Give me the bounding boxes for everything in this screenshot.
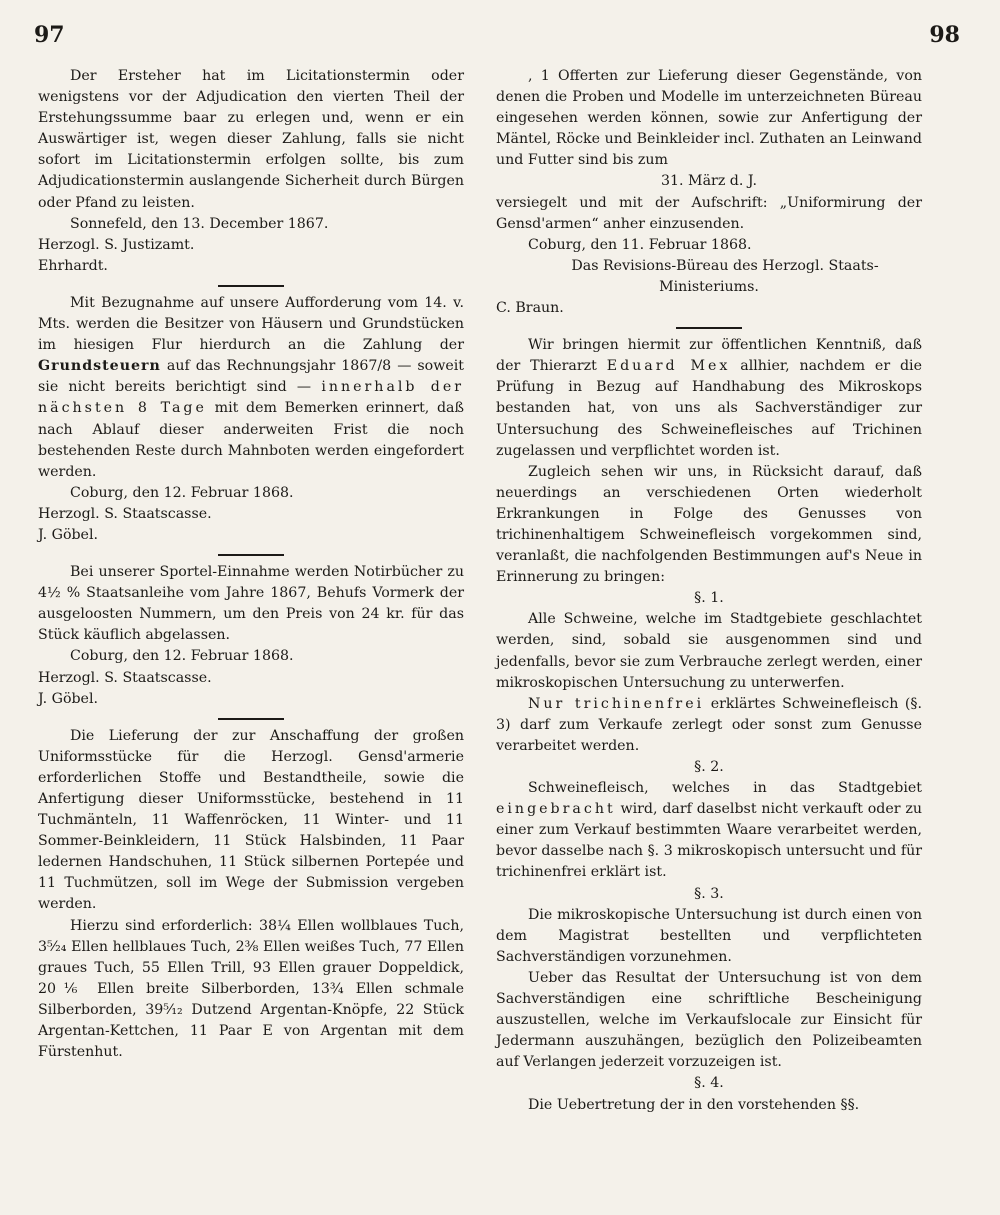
- place-date: Coburg, den 12. Februar 1868.: [70, 484, 294, 501]
- separator-rule: [676, 327, 742, 329]
- veterinarian-name: Eduard Mex: [606, 358, 731, 375]
- notice-text: Bei unserer Sportel-Einnahme werden Notirbücher zu 4½ % Staatsanleihe vom Jahre 1867, Behufs Vormerk der ausgeloosten Nummern, um den Preis von 24 kr. für das Stück käuflich abgelassen.: [38, 564, 464, 644]
- section-heading: §. 4.: [694, 1075, 724, 1092]
- notice-trichinen: [496, 335, 922, 1115]
- page-number-left: 97: [34, 22, 65, 48]
- notice-uniform-continued: [496, 66, 922, 319]
- signatory: C. Braun.: [496, 300, 564, 317]
- section-text-after: wird, darf daselbst nicht verkauft oder zu einer zum Verkauf bestimmten Waare verarbeitet werden, bevor dasselbe nach §. 3 mikroskopisch untersucht und für trichinenfrei erklärt ist.: [496, 801, 922, 881]
- deadline-spaced: innerhalb der nächsten 8 Tage: [38, 379, 464, 417]
- notice-materials: Hierzu sind erforderlich: 38¼ Ellen wollblaues Tuch, 3⁵⁄₂₄ Ellen hellblaues Tuch, 2⅜ Ellen weißes Tuch, 77 Ellen graues Tuch, 55 Ellen Trill, 93 Ellen grauer Doppeldick, 20⅙ Ellen breite Silberborden, 13¾ Ellen schmale Silberborden, 39⁵⁄₁₂ Dutzend Argentan-Knöpfe, 22 Stück Argentan-Kettchen, 11 Paar E von Argentan mit dem Fürstenhut.: [38, 917, 464, 1061]
- signatory: Ehrhardt.: [38, 257, 108, 274]
- section-text: Die Uebertretung der in den vorstehenden §§.: [528, 1096, 860, 1113]
- notice-paragraph: Zugleich sehen wir uns, in Rücksicht darauf, daß neuerdings an verschiedenen Orten wiederholt Erkrankungen in Folge des Genusses von trichinenhaltigem Schweinefleisch vorgekommen sind, veranlaßt, die nachfolgenden Bestimmungen auf's Neue in Erinnerung zu bringen:: [496, 463, 922, 586]
- separator-rule: [218, 285, 284, 287]
- place-date: Sonnefeld, den 13. December 1867.: [70, 215, 329, 232]
- notice-text: Der Ersteher hat im Licitationstermin oder wenigstens vor der Adjudication den vierten Theil der Erstehungssumme baar zu erlegen und, wenn er ein Auswärtiger ist, wegen dieser Zahlung, falls sie nicht sofort im Licitationstermin erfolgen sollte, bis zum Adjudicationstermin auslangende Sicherheit durch Bürgen oder Pfand zu leisten.: [38, 68, 464, 211]
- intro-before: Wir bringen hiermit zur öffentlichen Kenntniß, daß der Thierarzt: [496, 337, 922, 375]
- section-text-before: Schweinefleisch, welches in das Stadtgebiet: [528, 780, 922, 797]
- right-column: [496, 66, 922, 1118]
- spaced-term: Nur trichinenfrei: [528, 695, 705, 712]
- section-text: [496, 694, 922, 757]
- section-text-after: erklärtes Schweinefleisch (§. 3) darf zum Verkaufe zerlegt oder sonst zum Genusse verarbeitet werden.: [496, 695, 923, 754]
- notice-text: Die Lieferung der zur Anschaffung der großen Uniformsstücke für die Herzogl. Gensd'armerie erforderlichen Stoffe und Bestandtheile, sowie die Anfertigung dieser Uniformsstücke, bestehend in 11 Tuchmänteln, 11 Waffenröcken, 11 Winter- und 11 Sommer-Beinkleidern, 11 Stück Halsbinden, 11 Paar ledernen Handschuhen, 11 Stück silbernen Portepée und 11 Tuchmützen, soll im Wege der Submission vergeben werden.: [38, 727, 464, 913]
- section-text: Die mikroskopische Untersuchung ist durch einen von dem Magistrat bestellten und verpflichteten Sachverständigen vorzunehmen.: [496, 906, 922, 965]
- spaced-term: eingebracht: [496, 801, 616, 818]
- notice-intro: [496, 335, 922, 462]
- text-after: mit dem Bemerken erinnert, daß nach Ablauf dieser anderweiten Frist die noch bestehenden Reste durch Mahnboten werden eingefordert werden.: [38, 400, 464, 480]
- signatory: J. Göbel.: [38, 526, 99, 543]
- notice-text: , 1 Offerten zur Lieferung dieser Gegenstände, von denen die Proben und Modelle im unterzeichneten Büreau eingesehen werden können, sowie zur Anfertigung der Mäntel, Röcke und Beinkleider incl. Zuthaten an Leinwand und Futter sind bis zum: [496, 68, 922, 169]
- emphasis-grundsteuern: Grundsteuern: [38, 358, 161, 375]
- notice-licitation: [38, 66, 464, 277]
- authority: Herzogl. S. Staatscasse.: [38, 669, 212, 686]
- text-before: Mit Bezugnahme auf unsere Aufforderung vom 14. v. Mts. werden die Besitzer von Häusern und Grundstücken im hiesigen Flur hierdurch an die Zahlung der: [38, 294, 464, 354]
- section-heading: §. 3.: [694, 885, 724, 902]
- separator-rule: [218, 718, 284, 720]
- intro-after: allhier, nachdem er die Prüfung in Bezug auf Handhabung des Mikroskops bestanden hat, von uns als Sachverständiger zur Untersuchung des Schweinefleisches auf Trichinen zugelassen und verpflichtet worden ist.: [496, 358, 922, 459]
- authority: Herzogl. S. Staatscasse.: [38, 505, 212, 522]
- page-number-right: 98: [929, 22, 960, 48]
- separator-rule: [218, 554, 284, 556]
- left-column: [38, 66, 464, 1065]
- notice-grundsteuern: [38, 293, 464, 546]
- text-middle: auf das Rechnungsjahr 1867/8 — soweit sie nicht bereits berichtigt sind —: [38, 358, 464, 396]
- authority: Das Revisions-Büreau des Herzogl. Staats-Ministeriums.: [571, 257, 879, 295]
- notice-text-continued: versiegelt und mit der Aufschrift: „Uniformirung der Gensd'armen“ anher einzusenden.: [496, 194, 922, 232]
- notice-notirbuecher: [38, 562, 464, 710]
- deadline-date: 31. März d. J.: [660, 173, 758, 190]
- section-heading: §. 1.: [694, 590, 724, 607]
- place-date: Coburg, den 12. Februar 1868.: [70, 648, 294, 665]
- section-text: Ueber das Resultat der Untersuchung ist von dem Sachverständigen eine schriftliche Bescheinigung auszustellen, welche im Verkaufslocale zur Einsicht für Jedermann auszuhängen, bezüglich den Polizeibeamten auf Verlangen jederzeit vorzuzeigen ist.: [496, 969, 922, 1071]
- place-date: Coburg, den 11. Februar 1868.: [528, 236, 752, 253]
- notice-uniform-submission: [38, 726, 464, 1064]
- section-text: [496, 778, 922, 883]
- authority: Herzogl. S. Justizamt.: [38, 236, 195, 253]
- section-text: Alle Schweine, welche im Stadtgebiete geschlachtet werden, sind, sobald sie ausgenommen sind und jedenfalls, bevor sie zum Verbrauche zerlegt werden, einer mikroskopischen Untersuchung zu unterwerfen.: [496, 611, 922, 691]
- section-heading: §. 2.: [694, 759, 724, 775]
- notice-text: [38, 293, 464, 483]
- signatory: J. Göbel.: [38, 690, 99, 707]
